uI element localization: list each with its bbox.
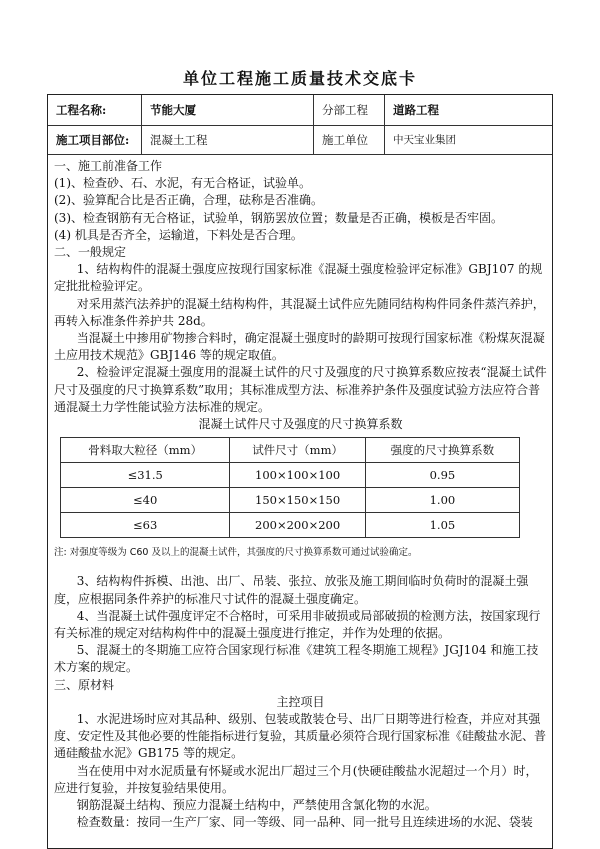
table-cell: 1.00 — [365, 488, 519, 513]
table-cell: ≤63 — [61, 513, 230, 538]
page-title: 单位工程施工质量技术交底卡 — [182, 69, 417, 88]
section-2-heading: 二、一般规定 — [54, 245, 127, 260]
section-2-paragraph: 5、混凝土的冬期施工应符合国家现行标准《建筑工程冬期施工规程》JGJ104 和施工技术方案的规定。 — [54, 643, 539, 675]
section-2-paragraph: 2、检验评定混凝土强度用的混凝土试件的尺寸及强度的尺寸换算系数应按表“混凝土试件尺寸及强度的尺寸换算系数”取用；其标准成型方法、标准养护条件及强度试验方法应符合普通混凝土力学性能试验方法标准的规定。 — [54, 365, 547, 414]
section-1-heading: 一、施工前准备工作 — [54, 159, 163, 173]
section-2-paragraph: 对采用蒸汽法养护的混凝土结构构件，其混凝土试件应先随同结构构件同条件蒸汽养护，再转入标准条件养护共 28d。 — [54, 296, 545, 328]
table-row — [61, 513, 520, 538]
section-2-paragraph: 4、当混凝土试件强度评定不合格时，可采用非破损或局部破损的检测方法，按国家现行有关标准的规定对结构构件中的混凝土强度进行推定，并作为处理的依据。 — [54, 608, 541, 641]
unit-label: 施工单位 — [313, 125, 384, 154]
section-3-paragraph: 检查数量：按同一生产厂家、同一等级、同一品种、同一批号且连续进场的水泥、袋装 — [76, 815, 533, 830]
section-1-item: (3)、检查钢筋有无合格证，试验单，钢筋罢放位置；数量是否正确，模板是否牢固。 — [54, 210, 504, 225]
table-note: 注: 对强度等级为 C60 及以上的混凝土试件，其强度的尺寸换算系数可通过试验确定。 — [54, 547, 418, 559]
section-2-paragraph: 3、结构构件拆模、出池、出厂、吊装、张拉、放张及施工期间临时负荷时的混凝土强度，应根据同条件养护的标准尺寸试件的混凝土强度确定。 — [54, 574, 529, 606]
table-row — [61, 463, 520, 488]
sub-project-value: 道路工程 — [384, 95, 553, 125]
table-cell: ≤31.5 — [61, 463, 230, 488]
section-1-item: (1)、检查砂、石、水泥，有无合格证，试验单。 — [54, 176, 311, 191]
section-3-paragraph: 1、水泥进场时应对其品种、级别、包装或散装仓号、出厂日期等进行检查，并应对其强度、安定性及其他必要的性能指标进行复验，其质量必须符合现行国家标准《硅酸盐水泥、普通硅酸盐水泥》GB175 等的规定。 — [54, 712, 547, 761]
sub-project-label: 分部工程 — [313, 95, 384, 125]
section-1-item: (4) 机具是否齐全，运输道，下料处是否合理。 — [54, 227, 303, 242]
table-cell: 1.05 — [365, 513, 519, 538]
table-header-cell: 试件尺寸（mm） — [230, 438, 365, 463]
section-2-paragraph: 1、结构构件的混凝土强度应按现行国家标准《混凝土强度检验评定标准》GBJ107 的规定批批检验评定。 — [54, 262, 543, 294]
section-3-subheading: 主控项目 — [276, 694, 325, 709]
table-header-row — [61, 438, 520, 463]
table-cell: 0.95 — [365, 463, 519, 488]
section-1-item: (2)、验算配合比是否正确，合理，砝称是否准确。 — [54, 193, 323, 208]
section-3-heading: 三、原材料 — [54, 677, 115, 692]
table-cell: 200×200×200 — [230, 513, 365, 538]
document-frame — [47, 94, 553, 849]
project-name-label: 工程名称: — [56, 103, 107, 117]
table-header-cell: 强度的尺寸换算系数 — [365, 438, 519, 463]
table-caption: 混凝土试件尺寸及强度的尺寸换算系数 — [198, 417, 403, 432]
document-body — [48, 154, 552, 832]
project-name-value: 节能大厦 — [141, 95, 313, 125]
item-label: 施工项目部位: — [56, 132, 130, 147]
header-row-2 — [48, 125, 552, 155]
table-cell: ≤40 — [61, 488, 230, 513]
conversion-table — [60, 437, 520, 538]
section-2-paragraph: 当混凝土中掺用矿物掺合料时，确定混凝土强度时的龄期可按现行国家标准《粉煤灰混凝土应用技术规范》GBJ146 等的规定取值。 — [54, 331, 545, 363]
table-cell: 100×100×100 — [230, 463, 365, 488]
header-row-1 — [48, 95, 552, 126]
table-header-cell: 骨料取大粒径（mm） — [61, 438, 230, 463]
table-cell: 150×150×150 — [230, 488, 365, 513]
section-3-paragraph: 钢筋混凝土结构、预应力混凝土结构中，严禁使用含氯化物的水泥。 — [76, 798, 437, 813]
item-value: 混凝土工程 — [141, 125, 313, 154]
table-row — [61, 488, 520, 513]
section-3-paragraph: 当在使用中对水泥质量有怀疑或水泥出厂超过三个月(快硬硅酸盐水泥超过一个月）时，应进行复验，并按复验结果使用。 — [54, 763, 538, 795]
unit-value: 中天宝业集团 — [384, 125, 553, 154]
